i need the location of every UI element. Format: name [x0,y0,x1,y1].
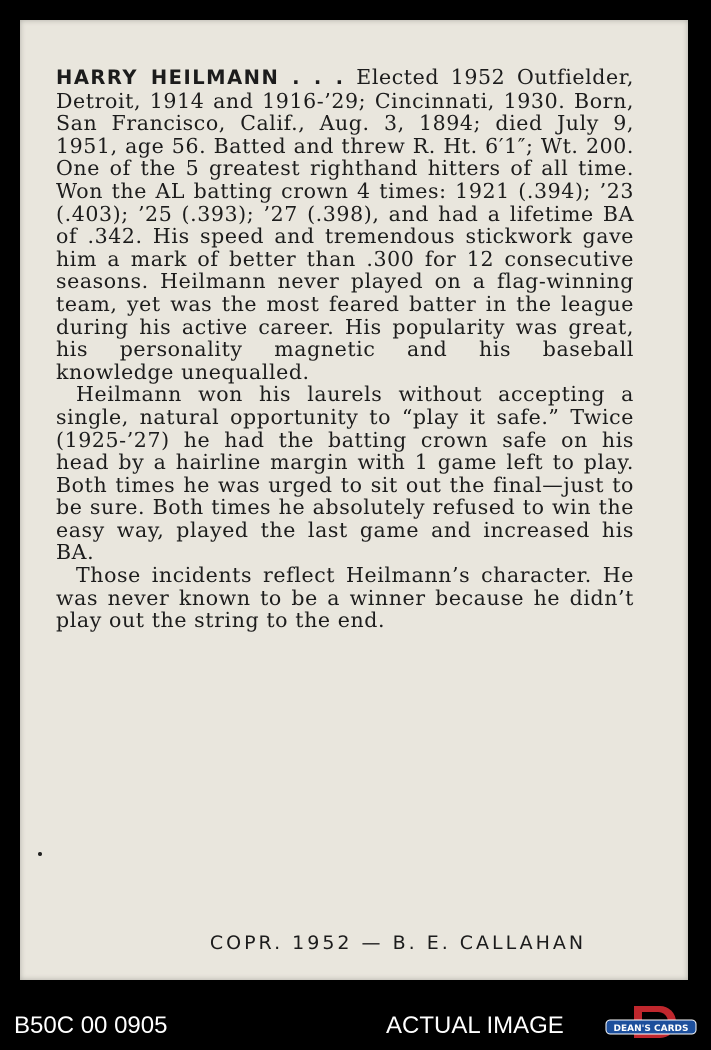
bio-paragraph-2: Heilmann won his laurels without accepting a single, natural opportunity to “play it safe.” Twice (1925-’27) he had the batting crown safe on his head by a hairline margin with 1 game left to play. Both times he was urged to sit out the final—just to be sure. Both times he absolutely refused to win the easy way, played the last game and increased his BA. [56,382,634,565]
deans-cards-logo [604,1004,698,1046]
card-back [20,20,688,980]
bio-paragraph-3: Those incidents reflect Heilmann’s character. He was never known to be a winner because he didn’t play out the string to the end. [56,563,634,633]
card-id-label: B50C 00 0905 [14,1012,168,1039]
actual-image-label: ACTUAL IMAGE [386,1012,564,1039]
bio-paragraph-1 [56,66,634,383]
ink-speck [38,852,42,856]
logo-text: DEAN'S CARDS [613,1024,689,1034]
bio-paragraph-1-text: Elected 1952 Outfielder, Detroit, 1914 and 1916-’​29; Cincinnati, 1930. Born, San Francisco, Calif., Aug. 3, 1894; died July 9, 1951, age 56. Batted and threw R. Ht. 6′1″; Wt. 200. One of the 5 greatest righthand hitters of all time. Won the AL batting crown 4 times: 1921 (.394); ’23 (.403); ’25 (.393); ’27 (.398), and had a lifetime BA of .342. His speed and tremendous stickwork gave him a mark of better than .300 for 12 consecutive seasons. Heilmann never played on a flag-winning team, yet was the most feared batter in the league during his active career. His popularity was great, his personality magnetic and his baseball knowledge unequalled. [56,65,634,384]
player-name: HARRY HEILMANN . . . [56,66,345,89]
card-bio [56,66,634,632]
copyright-line: COPR. 1952 — B. E. CALLAHAN [209,932,587,954]
